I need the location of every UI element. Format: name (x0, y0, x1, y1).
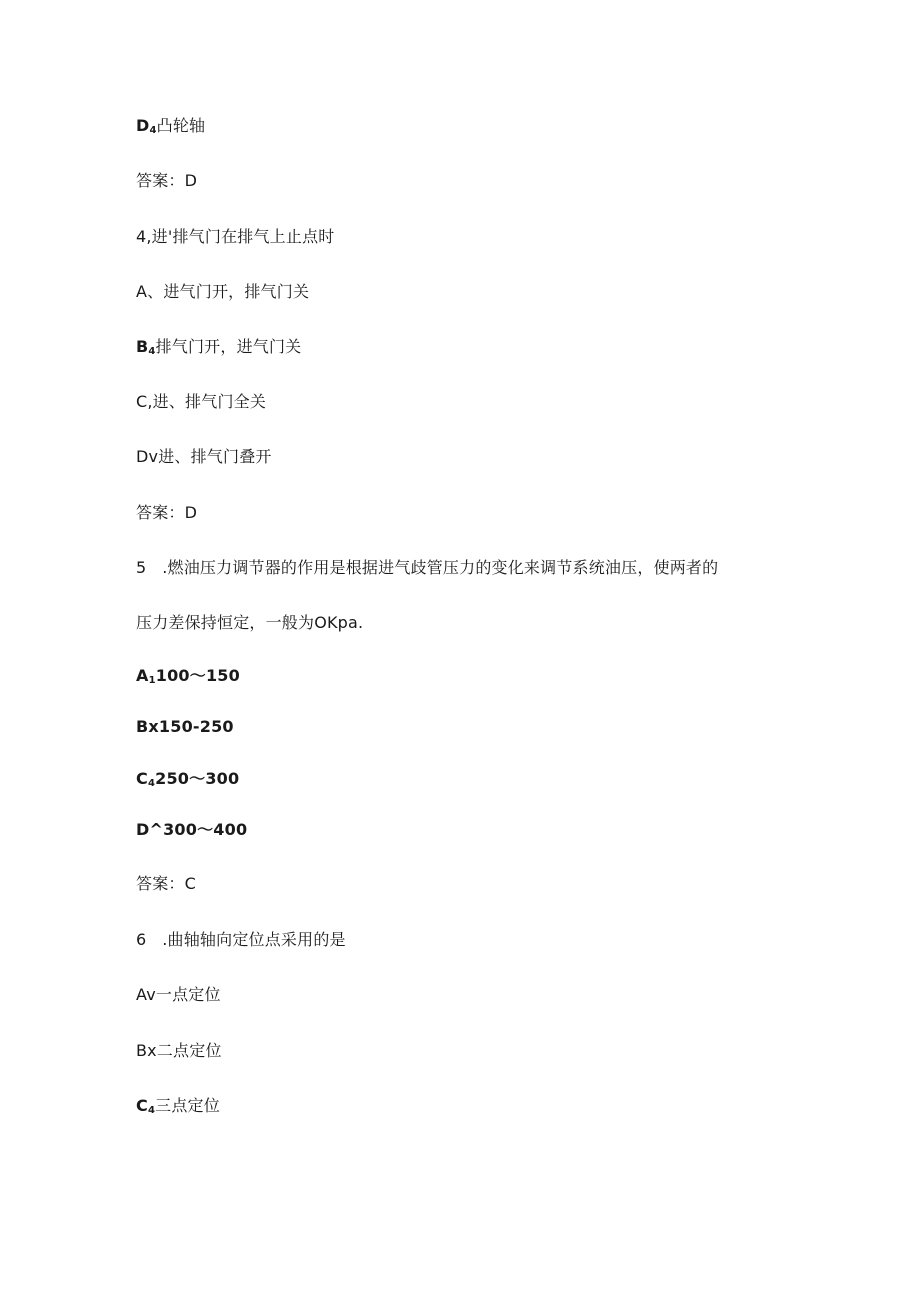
q5-option-b: Bx150-250 (136, 717, 234, 736)
q6-option-a: Av一点定位 (136, 985, 221, 1004)
option-text: 排气门开，进气门关 (155, 337, 302, 356)
option-text: 凸轮轴 (156, 116, 206, 135)
option-text: 250〜300 (155, 769, 240, 788)
q5-stem-line2: 压力差保持恒定，一般为OKpa. (136, 613, 364, 632)
q5-option-a (136, 665, 240, 692)
q4-answer: 答案：D (136, 503, 198, 522)
option-letter: C (136, 1096, 148, 1115)
option-letter: B (136, 337, 149, 356)
q5-option-c (136, 768, 239, 795)
option-subscript: 4 (148, 346, 156, 357)
q4-option-c: C,进、排气门全关 (136, 392, 267, 411)
q6-option-b: Bx二点定位 (136, 1041, 222, 1060)
q3-answer: 答案：D (136, 171, 198, 190)
q4-option-d: Dv进、排气门叠开 (136, 447, 272, 466)
option-text: 100〜150 (155, 666, 240, 685)
q6-option-c (136, 1095, 220, 1122)
option-text: 三点定位 (155, 1096, 220, 1115)
option-subscript: 4 (147, 778, 156, 789)
q4-option-a: A、进气门开，排气门关 (136, 282, 310, 301)
q6-stem: 6 .曲轴轴向定位点采用的是 (136, 930, 346, 949)
q4-stem: 4,进'排气门在排气上止点时 (136, 227, 335, 246)
option-letter: A (136, 666, 149, 685)
q5-answer: 答案：C (136, 874, 196, 893)
q5-stem-line1: 5 .燃油压力调节器的作用是根据进气歧管压力的变化来调节系统油压，使两者的 (136, 558, 719, 577)
option-letter: D (136, 116, 150, 135)
q3-option-d (136, 115, 205, 142)
option-subscript: 4 (149, 125, 157, 136)
q4-option-b (136, 336, 301, 363)
option-subscript: 1 (148, 675, 156, 686)
option-subscript: 4 (147, 1105, 156, 1116)
q5-option-d: D^300〜400 (136, 820, 248, 839)
option-letter: C (136, 769, 148, 788)
